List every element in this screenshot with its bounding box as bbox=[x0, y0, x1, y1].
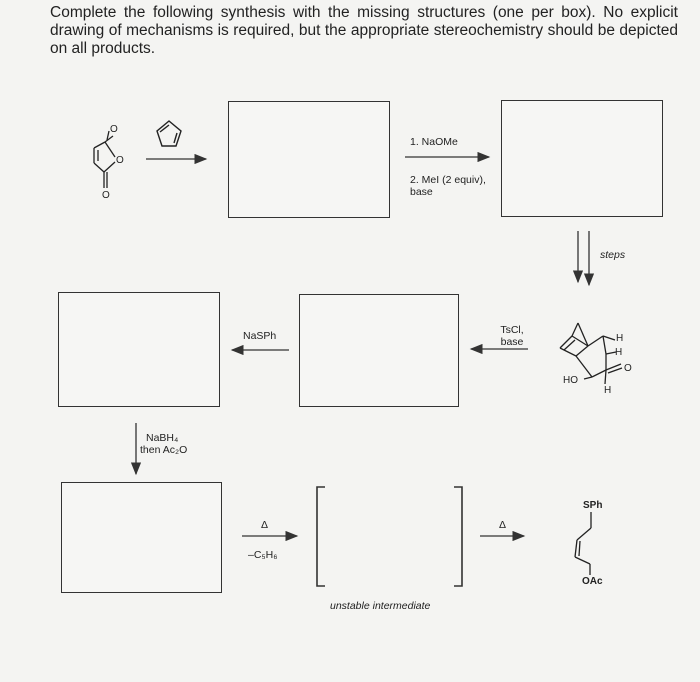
bicyclic-h1: H bbox=[616, 333, 624, 344]
bicyclic-ho: HO bbox=[563, 375, 578, 386]
reagent-mei-base: 2. MeI (2 equiv), base bbox=[410, 174, 486, 198]
reagent-minus-c5h6: –C₅H₆ bbox=[248, 549, 278, 561]
reagent-nabh4: NaBH₄ bbox=[146, 432, 179, 444]
reagent-ac2o: then Ac₂O bbox=[140, 444, 188, 456]
bicyclic-o: O bbox=[624, 363, 632, 374]
unstable-intermediate-label: unstable intermediate bbox=[330, 600, 431, 612]
reagent-delta-2: Δ bbox=[499, 519, 507, 531]
bicyclic-h3: H bbox=[604, 385, 612, 396]
reagent-tscl-base: TsCl, base bbox=[500, 324, 524, 348]
reagent-naome: 1. NaOMe bbox=[410, 136, 458, 148]
maleic-o1: O bbox=[110, 124, 118, 135]
reagent-steps: steps bbox=[600, 249, 626, 261]
bicyclic-h2: H bbox=[615, 347, 623, 358]
product-sph: SPh bbox=[583, 500, 603, 511]
maleic-o2: O bbox=[116, 155, 124, 166]
product-oac: OAc bbox=[582, 576, 603, 587]
maleic-o3: O bbox=[102, 190, 110, 201]
reagent-nasph: NaSPh bbox=[243, 330, 277, 342]
reagent-delta-1: Δ bbox=[261, 519, 269, 531]
question-text: Complete the following synthesis with the missing structures (one per box). No explicit drawing of mechanisms is required, but the appropriate stereochemistry should be depicted on all products. bbox=[50, 4, 678, 57]
